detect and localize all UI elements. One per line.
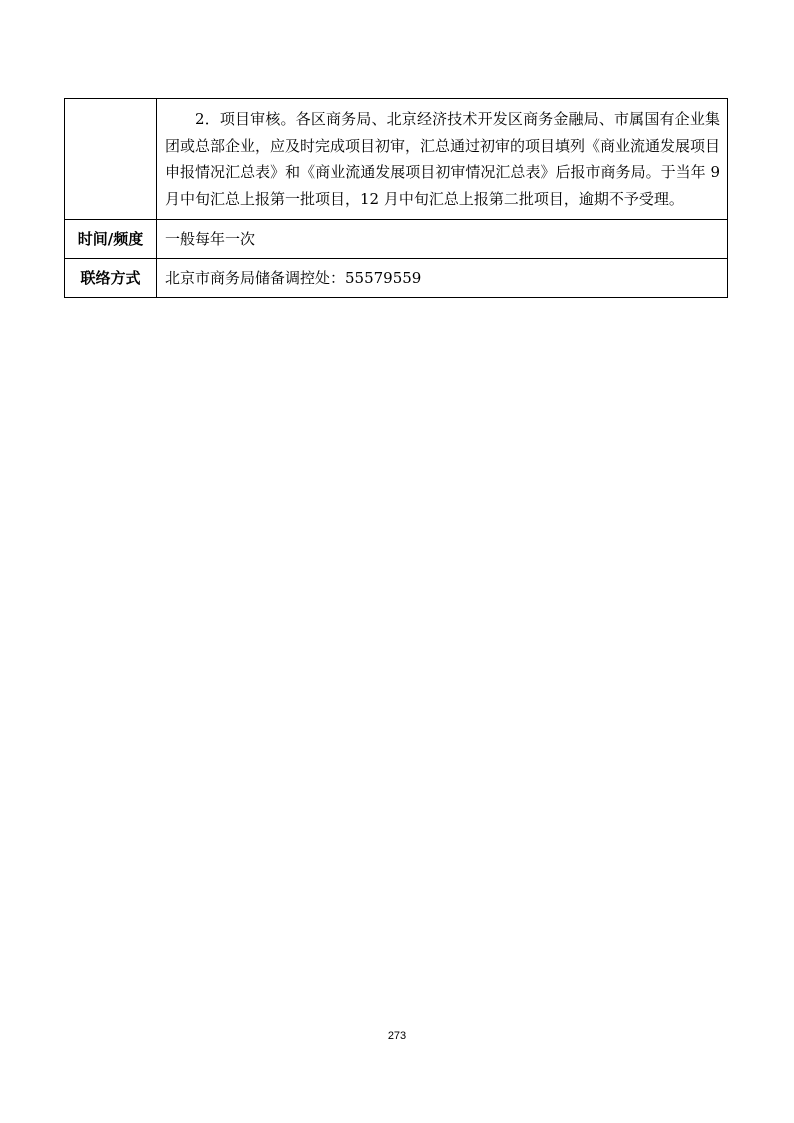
frequency-label: 时间/频度 (65, 220, 157, 259)
contact-value: 北京市商务局储备调控处：55579559 (157, 259, 728, 298)
frequency-value: 一般每年一次 (157, 220, 728, 259)
table-row-frequency (65, 220, 728, 259)
project-review-text: 2．项目审核。各区商务局、北京经济技术开发区商务金融局、市属国有企业集团或总部企业，应及时完成项目初审，汇总通过初审的项目填列《商业流通发展项目申报情况汇总表》和《商业流通发展项目初审情况汇总表》后报市商务局。于当年 9 月中旬汇总上报第一批项目，12 月中旬汇总上报第二批项目，逾期不予受理。 (165, 110, 721, 208)
project-review-cell (157, 99, 728, 220)
page-number: 273 (387, 1030, 407, 1042)
table-row-contact (65, 259, 728, 298)
row-label-empty (65, 99, 157, 220)
table-row-project-review (65, 99, 728, 220)
contact-label: 联络方式 (65, 259, 157, 298)
info-table (64, 98, 728, 298)
